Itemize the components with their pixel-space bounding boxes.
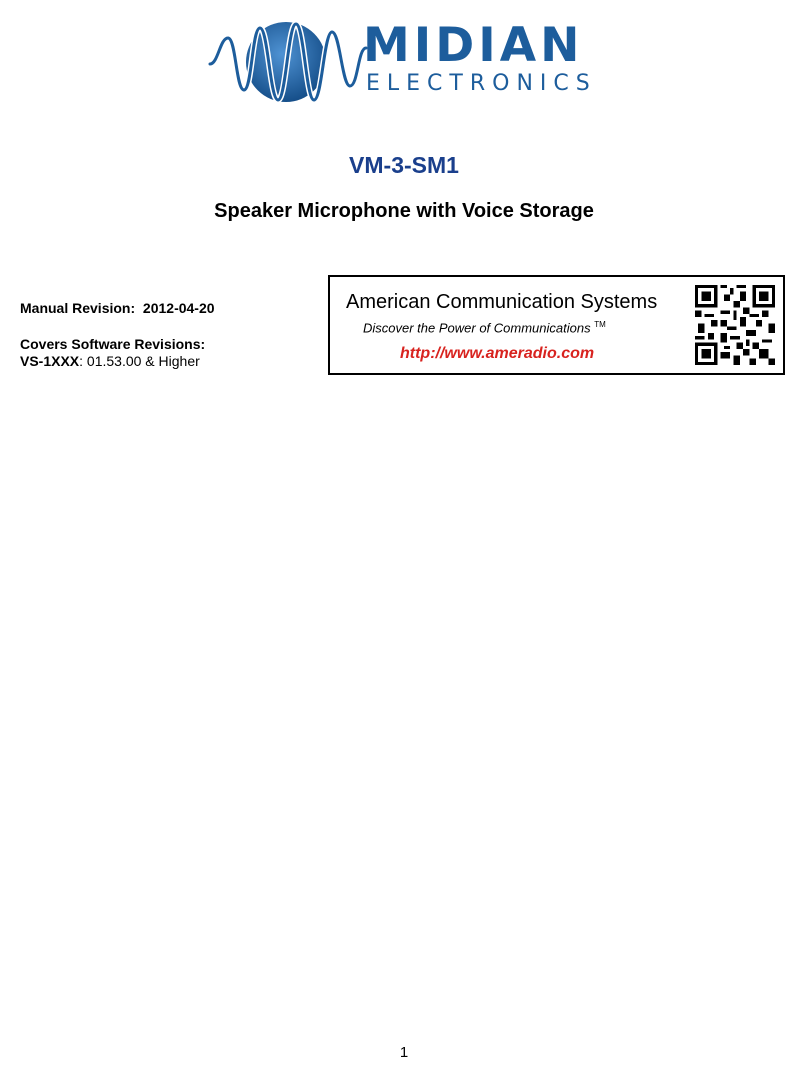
page-number: 1	[399, 1044, 409, 1061]
dealer-url-link[interactable]: http://www.ameradio.com	[400, 345, 595, 362]
document-title: VM-3-SM1	[349, 152, 459, 178]
dealer-name: American Communication Systems	[346, 291, 658, 313]
revision-value: 2012-04-20	[142, 300, 215, 316]
software-revision	[20, 353, 215, 370]
revision-info	[20, 300, 215, 370]
midian-logo	[208, 18, 597, 110]
dealer-ad-box	[328, 275, 785, 375]
sine-wave-globe-icon	[208, 18, 368, 110]
manual-revision	[20, 300, 215, 317]
software-name: VS-1XXX	[20, 353, 80, 369]
qr-code-icon	[695, 285, 775, 365]
logo-sub-text: ELECTRONICS	[366, 71, 597, 96]
trademark-mark: TM	[594, 320, 606, 329]
document-subtitle: Speaker Microphone with Voice Storage	[214, 200, 594, 222]
revision-label: Manual Revision:	[20, 300, 136, 316]
dealer-tagline: Discover the Power of Communications ™	[363, 320, 606, 336]
covers-label: Covers Software Revisions:	[20, 336, 206, 352]
software-value: : 01.53.00 & Higher	[79, 353, 200, 369]
logo-brand-text: MIDIAN	[363, 18, 584, 73]
